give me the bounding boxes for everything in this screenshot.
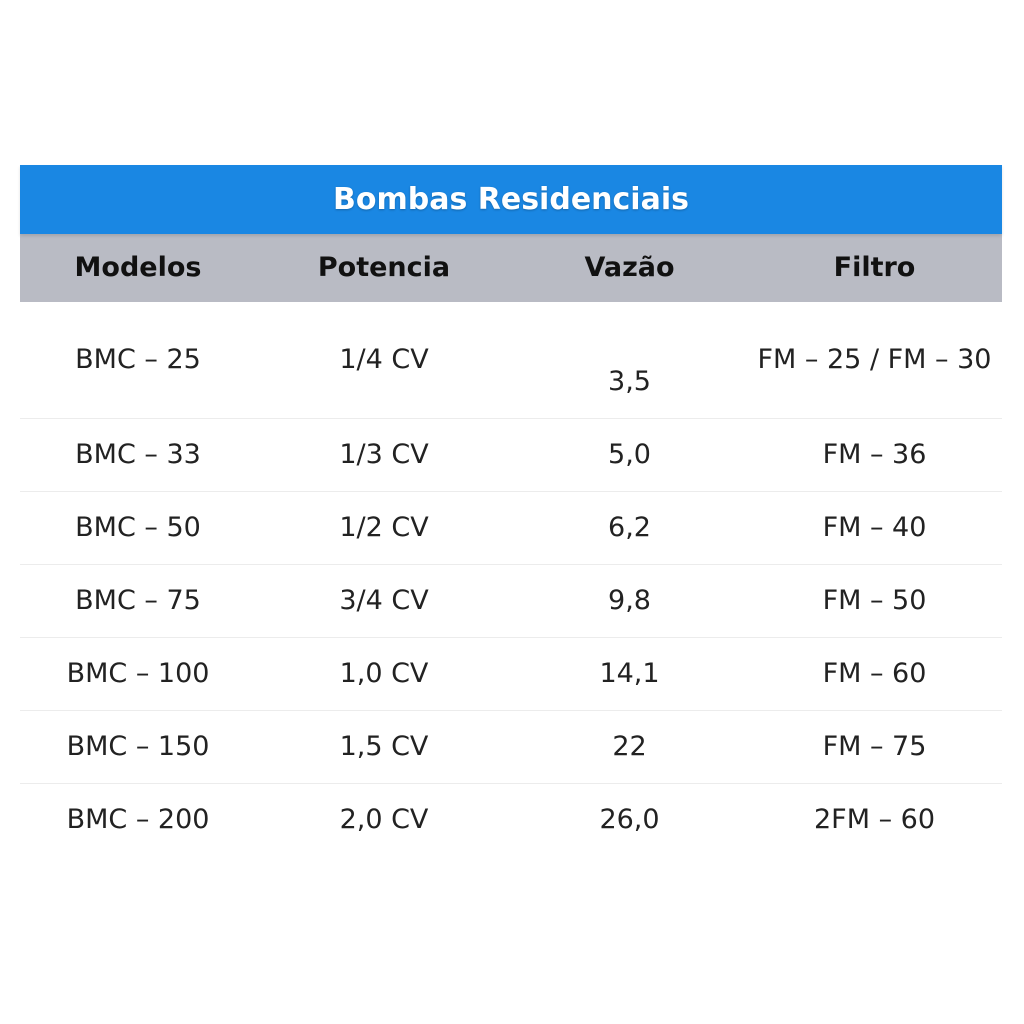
cell-power: 3/4 CV	[339, 585, 429, 616]
cell-filter: FM – 40	[822, 512, 927, 543]
cell-power: 1/4 CV	[339, 344, 429, 375]
table-row	[20, 419, 1002, 492]
table-row	[20, 492, 1002, 565]
header-filter: Filtro	[833, 252, 916, 283]
cell-filter: FM – 50	[822, 585, 927, 616]
table-row	[20, 711, 1002, 784]
pump-table	[20, 165, 1002, 856]
cell-filter: 2FM – 60	[813, 804, 936, 835]
cell-model: BMC – 200	[66, 804, 210, 835]
cell-flow: 26,0	[599, 804, 660, 835]
cell-flow: 5,0	[608, 439, 651, 470]
cell-model: BMC – 50	[75, 512, 201, 543]
table-row	[20, 302, 1002, 419]
cell-flow: 3,5	[608, 366, 651, 397]
cell-model: BMC – 33	[75, 439, 201, 470]
cell-model: BMC – 150	[66, 731, 210, 762]
table-row	[20, 565, 1002, 638]
cell-model: BMC – 75	[75, 585, 201, 616]
cell-filter: FM – 60	[822, 658, 927, 689]
cell-flow: 22	[612, 731, 647, 762]
cell-power: 2,0 CV	[339, 804, 429, 835]
table-row	[20, 638, 1002, 711]
cell-filter: FM – 75	[822, 731, 927, 762]
table-row	[20, 784, 1002, 856]
cell-power: 1,5 CV	[339, 731, 429, 762]
header-flow: Vazão	[584, 252, 675, 283]
table-header-row	[20, 234, 1002, 302]
cell-model: BMC – 25	[75, 344, 201, 375]
cell-flow: 14,1	[599, 658, 660, 689]
table-title: Bombas Residenciais	[20, 165, 1002, 234]
cell-filter: FM – 36	[822, 439, 927, 470]
header-models: Modelos	[74, 252, 202, 283]
cell-power: 1/3 CV	[339, 439, 429, 470]
cell-power: 1/2 CV	[339, 512, 429, 543]
cell-filter: FM – 25 / FM – 30	[757, 344, 992, 375]
cell-flow: 6,2	[608, 512, 651, 543]
header-power: Potencia	[317, 252, 451, 283]
cell-model: BMC – 100	[66, 658, 210, 689]
cell-power: 1,0 CV	[339, 658, 429, 689]
cell-flow: 9,8	[608, 585, 651, 616]
